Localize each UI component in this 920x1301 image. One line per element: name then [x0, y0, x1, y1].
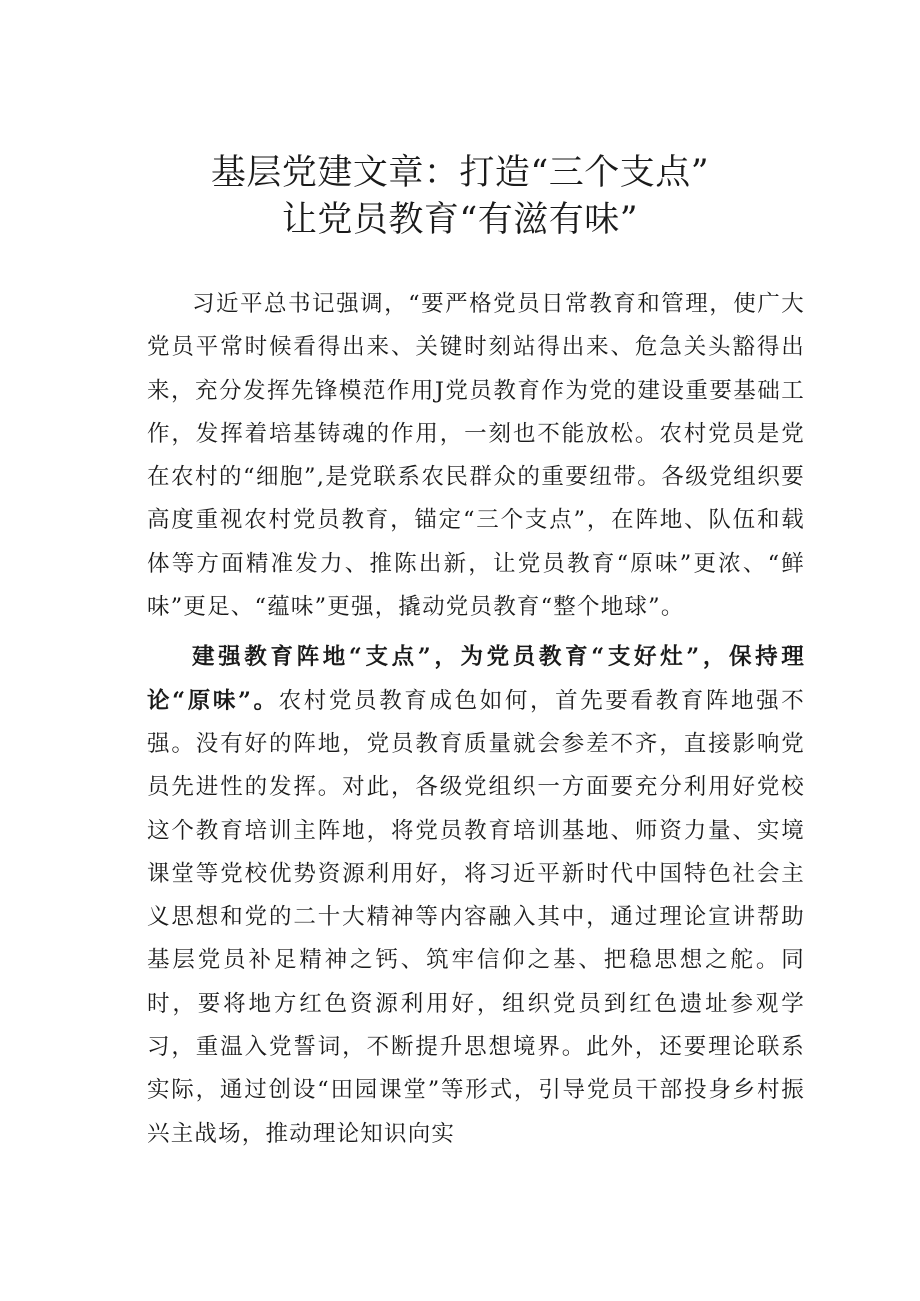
title-line-1: 基层党建文章：打造“三个支点”	[210, 153, 710, 193]
paragraph-2-body: 农村党员教育成色如何，首先要看教育阵地强不强。没有好的阵地，党员教育质量就会参差不齐，直接影响党员先进性的发挥。对此，各级党组织一方面要充分利用好党校这个教育培训主阵地，将党员教育培训基地、师资力量、实境课堂等党校优势资源利用好，将习近平新时代中国特色社会主义思想和党的二十大精神等内容融入其中，通过理论宣讲帮助基层党员补足精神之钙、筑牢信仰之基、把稳思想之舵。同时，要将地方红色资源利用好，组织党员到红色遗址参观学习，重温入党誓词，不断提升思想境界。此外，还要理论联系实际，通过创设“田园课堂”等形式，引导党员干部投身乡村振兴主战场，推动理论知识向实	[147, 687, 805, 1147]
document-body	[147, 283, 805, 1156]
paragraph-1: 习近平总书记强调，“要严格党员日常教育和管理，使广大党员平常时候看得出来、关键时刻站得出来、危急关头豁得出来，充分发挥先锋模范作用J党员教育作为党的建设重要基础工作，发挥着培基铸魂的作用，一刻也不能放松。农村党员是党在农村的“细胞”,是党联系农民群众的重要纽带。各级党组织要高度重视农村党员教育，锚定“三个支点”，在阵地、队伍和载体等方面精准发力、推陈出新，让党员教育“原味”更浓、“鲜味”更足、“蕴味”更强，撬动党员教育“整个地球”。	[147, 291, 805, 621]
paragraph-2	[147, 636, 805, 1156]
document-title	[0, 150, 920, 244]
title-line-2: 让党员教育“有滋有味”	[281, 200, 639, 240]
paragraph-2-lead: 建强教育阵地“支点”，为党员教育“支好灶”，保持理论“原味”。	[147, 644, 805, 714]
